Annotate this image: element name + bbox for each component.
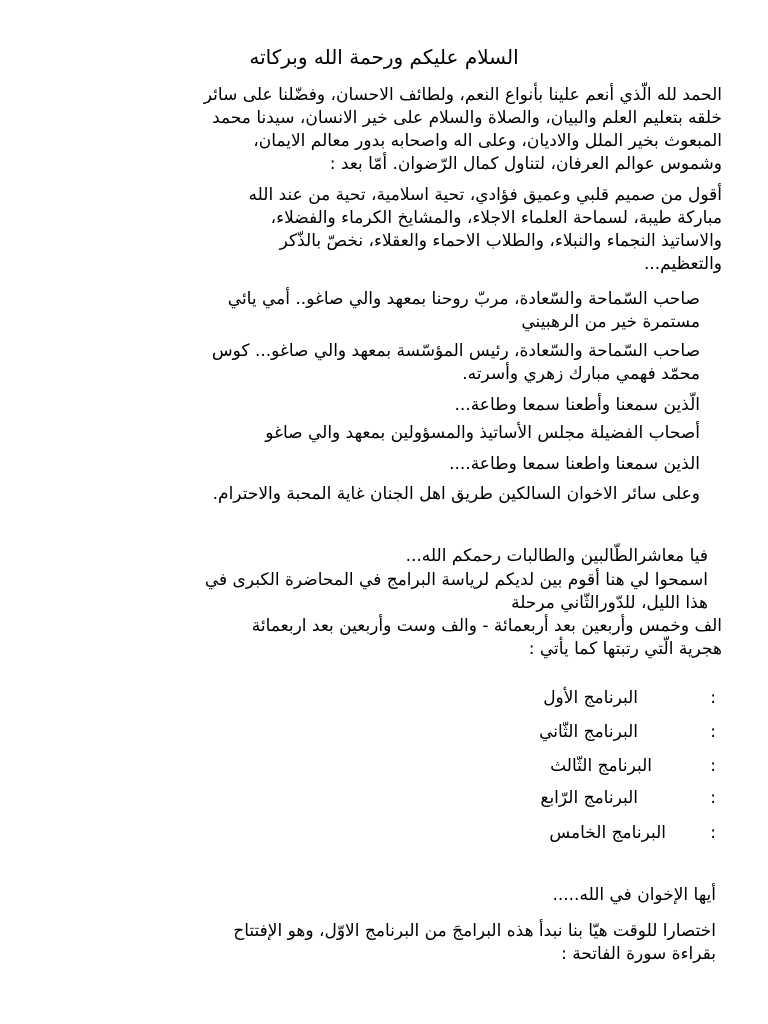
program-label: البرنامج الثّاني [539,722,638,742]
program-row-2 [456,721,716,744]
text-line: صاحب السّماحة والسّعادة، مربّ روحنا بمعهد والي صاغو.. أمي يائي [227,289,700,309]
program-row-4 [456,787,716,810]
honorific-2 [20,340,700,386]
date-paragraph [22,615,722,661]
text-line: والتعظيم... [643,254,722,274]
text-line: الف وخمس وأربعين بعد أربعمائة - والف وست وأربعين بعد اربعمائة [251,616,722,636]
text-line: أيها الإخوان في الله..... [552,885,716,905]
honorific-3 [20,394,700,417]
text-line: خلقه بتعليم العلم والبيان، والصلاة والسلام على خير الانسان، سيدنا محمد [212,108,722,128]
program-colon: : [710,823,716,843]
program-row-5 [456,822,716,845]
text-line: مستمرة خير من الرهبيني [521,312,700,332]
program-label: البرنامج الأول [543,688,638,708]
honorific-1 [20,288,700,334]
text-line: مباركة طيبة، لسماحة العلماء الاجلاء، والمشايخ الكرماء والفضلاء، [270,208,722,228]
text-line: اسمحوا لي هنا أقوم بين لديكم لرياسة البرامج في المحاضرة الكبرى في [204,570,708,590]
text-line: المبعوث بخير الملل والاديان، وعلى اله واصحابه بدور معالم الايمان، [253,131,722,151]
text-line: الذين سمعنا واطعنا سمعا وطاعة.... [449,454,700,474]
honorific-4 [20,422,700,445]
program-label: البرنامج الخامس [549,823,666,843]
text-line: بقراءة سورة الفاتحة : [561,944,716,964]
program-row-3 [456,755,716,778]
text-line: الحمد لله الّذي أنعم علينا بأنواع النعم، ولطائف الاحسان، وفضّلنا على سائر [203,85,722,105]
program-colon: : [710,788,716,808]
program-colon: : [710,688,716,708]
text-line: الّذين سمعنا وأطعنا سمعا وطاعة... [454,395,700,415]
program-colon: : [710,722,716,742]
page-title: السلام عليكم ورحمة الله وبركاته [249,45,519,69]
text-line: اختصارا للوقت هيّا بنا نبدأ هذه البرامجَ من البرنامج الاوّل، وهو الإفتتاح [233,921,716,941]
program-label: البرنامج الرّابع [540,788,638,808]
honorific-5 [20,453,700,476]
address-line [28,545,708,568]
announcement-paragraph [8,569,708,615]
text-line: وعلى سائر الاخوان السالكين طريق اهل الجنان غاية المحبة والاحترام. [212,484,700,504]
text-line: صاحب السّماحة والسّعادة، رئيس المؤسّسة بمعهد والي صاغو... كوس [211,341,700,361]
text-line: أصحاب الفضيلة مجلس الأساتيذ والمسؤولين بمعهد والي صاغو [265,423,700,443]
program-row-1 [456,687,716,710]
closing-paragraph [16,920,716,966]
brothers-line [36,884,716,907]
program-label: البرنامج الثّالث [550,756,652,776]
text-line: أقول من صميم قلبي وعميق فؤادي، تحية اسلامية، تحية من عند الله [248,185,722,205]
text-line: فيا معاشرالطّالبين والطالبات رحمكم الله... [405,546,708,566]
text-line: هذا الليل، للدّورالثّاني مرحلة [511,593,708,613]
text-line: والاساتيذ النجماء والنبلاء، والطلاب الاحماء والعقلاء، نخصّ بالذّكر [279,231,722,251]
text-line: محمّد فهمي مبارك زهري وأسرته. [462,364,700,384]
honorific-6 [20,483,700,506]
greeting-paragraph [22,184,722,276]
intro-paragraph [22,84,722,176]
text-line: وشموس عوالم العرفان، لتناول كمال الرّضوان. أمّا بعد : [329,154,722,174]
program-colon: : [710,756,716,776]
text-line: هجرية الّتي رتبتها كما يأتي : [528,639,722,659]
